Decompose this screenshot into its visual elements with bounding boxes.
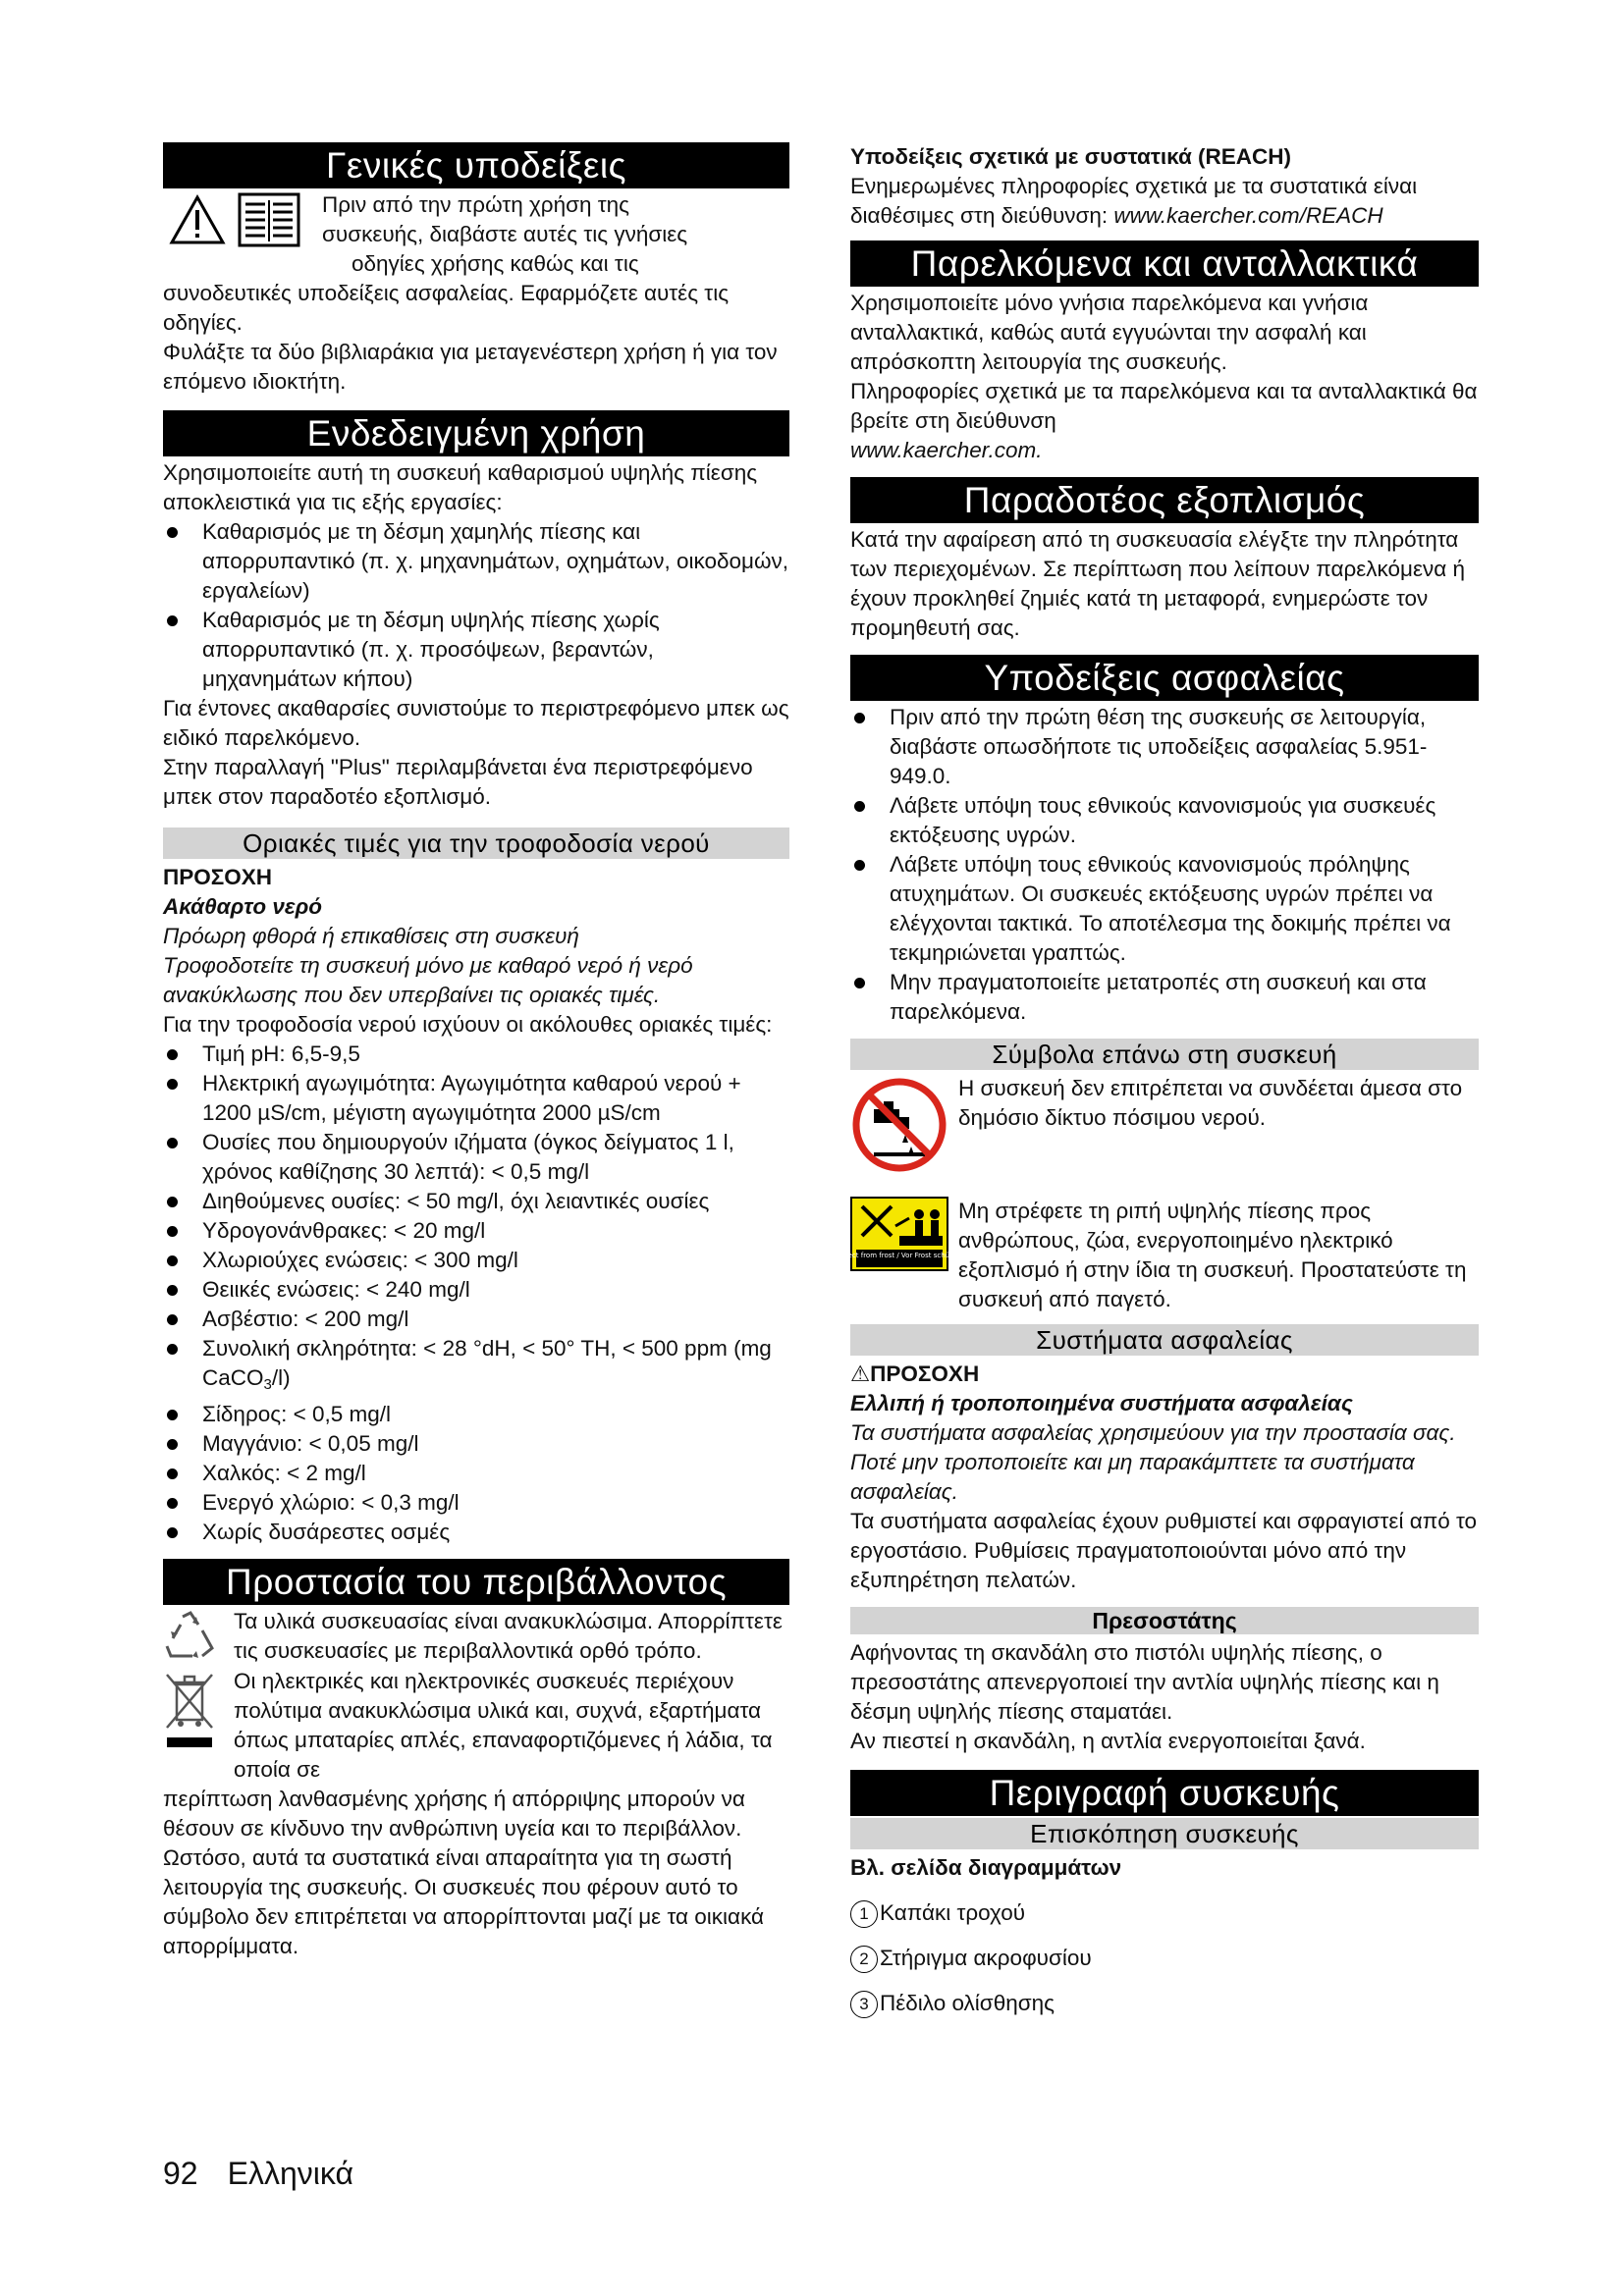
symbol-no-drinking-water [850,1074,1479,1177]
component-item: 2 Στήριγμα ακροφυσίου [850,1944,1479,1973]
symbol-high-pressure [834,1197,1479,1314]
list-item: Χαλκός: < 2 mg/l [163,1459,789,1488]
pressure-text2: Αν πιεστεί η σκανδάλη, η αντλία ενεργοποιείται ξανά. [850,1729,1366,1753]
heading-device-description: Περιγραφή συσκευής [850,1770,1479,1816]
component-item: 3 Πέδιλο ολίσθησης [850,1989,1479,2018]
reach-text: Ενημερωμένες πληροφορίες σχετικά με τα συστατικά είναι διαθέσιμες στη διεύθυνση: www.kaercher.com/REACH [850,174,1418,228]
general-intro-line2: συσκευής, διαβάστε αυτές τις γνήσιες [322,222,688,246]
list-item: Διηθούμενες ουσίες: < 50 mg/l, όχι λειαντικές ουσίες [163,1187,789,1216]
list-item: Λάβετε υπόψη τους εθνικούς κανονισμούς πρόληψης ατυχημάτων. Οι συσκευές εκτόξευσης υγρών πρέπει να ελέγχονται τακτικά. Το αποτέλεσμα της δοκιμής πρέπει να τεκμηριώνεται γραπτώς. [850,850,1479,968]
accessories-text1: Χρησιμοποιείτε μόνο γνήσια παρελκόμενα και γνήσια ανταλλακτικά, καθώς αυτά εγγυώνται την ασφαλή και απρόσκοπτη λειτουργία της συσκευής. [850,291,1369,374]
general-intro-line1: Πριν από την πρώτη χρήση της [322,192,629,217]
list-item: Χωρίς δυσάρεστες οσμές [163,1518,789,1547]
general-text2: Φυλάξτε τα δύο βιβλιαράκια για μεταγενέστερη χρήση ή για τον επόμενο ιδιοκτήτη. [163,340,778,394]
devices-warning2: Ποτέ μην τροποποιείτε και μη παρακάμπτετε τα συστήματα ασφαλείας. [850,1450,1415,1504]
caution-triangle-icon: ⚠ [850,1362,871,1386]
env-text2-intro: Οι ηλεκτρικές και ηλεκτρονικές συσκευές περιέχουν πολύτιμα ανακυκλώσιμα υλικά και, συχνά, εξαρτήματα όπως μπαταρίες απλές, επαναφορτιζόμενες ή λάδια, τα οποία σε [234,1669,773,1782]
heading-water-limits: Οριακές τιμές για την τροφοδοσία νερού [163,828,789,859]
devices-text: Τα συστήματα ασφαλείας έχουν ρυθμιστεί και σφραγιστεί από το εργοστάσιο. Ρυθμίσεις πραγματοποιούνται μόνο από την εξυπηρέτηση πελατών. [850,1509,1478,1592]
list-item: Υδρογονάνθρακες: < 20 mg/l [163,1216,789,1246]
safety-bullet-list [850,703,1479,1027]
list-item: Σίδηρος: < 0,5 mg/l [163,1400,789,1429]
list-item: Λάβετε υπόψη τους εθνικούς κανονισμούς για συσκευές εκτόξευσης υγρών. [850,791,1479,850]
crossed-bin-icon [163,1671,234,1758]
list-item: Χλωριούχες ενώσεις: < 300 mg/l [163,1246,789,1275]
list-item: Θειικές ενώσεις: < 240 mg/l [163,1275,789,1305]
heading-safety-instructions: Υποδείξεις ασφαλείας [850,655,1479,701]
water-text: Για την τροφοδοσία νερού ισχύουν οι ακόλουθες οριακές τιμές: [163,1012,773,1037]
heading-pressure-switch: Πρεσοστάτης [850,1607,1479,1634]
heading-accessories: Παρελκόμενα και ανταλλακτικά [850,240,1479,287]
list-item: Συνολική σκληρότητα: < 28 °dH, < 50° TH, < 500 ppm (mg CaCO$_3$/l) [163,1334,789,1400]
water-warning2: Τροφοδοτείτε τη συσκευή μόνο με καθαρό νερό ή νερό ανακύκλωσης που δεν υπερβαίνει τις οριακές τιμές. [163,953,693,1007]
list-item: Ηλεκτρική αγωγιμότητα: Αγωγιμότητα καθαρού νερού + 1200 µS/cm, μέγιστη αγωγιμότητα 2000 µS/cm [163,1069,789,1128]
water-warning1: Πρόωρη φθορά ή επικαθίσεις στη συσκευή [163,924,579,948]
water-limits-list [163,1040,789,1547]
water-caution-label: ΠΡΟΣΟΧΗ [163,865,273,889]
page-footer [163,2156,383,2192]
heading-scope-of-delivery: Παραδοτέος εξοπλισμός [850,477,1479,523]
heading-safety-devices: Συστήματα ασφαλείας [850,1324,1479,1356]
pressure-text1: Αφήνοντας τη σκανδάλη στο πιστόλι υψηλής πίεσης, ο πρεσοστάτης απενεργοποιεί την αντλία υψηλής πίεσης και η δέσμη υψηλής πίεσης σταματάει. [850,1640,1439,1724]
general-intro-line3: οδηγίες χρήσης καθώς και τις [352,251,639,276]
env-text2-rest: περίπτωση λανθασμένης χρήσης ή απόρριψης μπορούν να θέσουν σε κίνδυνο την ανθρώπινη υγεία και το περιβάλλον. Ωστόσο, αυτά τα συστατικά είναι απαραίτητα για τη σωστή λειτουργία της συσκευής. Οι συσκευές που φέρουν αυτό το σύμβολο δεν επιτρέπεται να απορρίπτονται μαζί με τα οικιακά απορρίμματα. [163,1787,765,1958]
list-item: Τιμή pH: 6,5-9,5 [163,1040,789,1069]
accessories-link[interactable]: www.kaercher.com. [850,438,1043,462]
heading-device-overview: Επισκόπηση συσκευής [850,1818,1479,1849]
heading-general-notes: Γενικές υποδείξεις [163,142,789,188]
intended-bullet-list [163,517,789,694]
general-text1: συνοδευτικές υποδείξεις ασφαλείας. Εφαρμόζετε αυτές τις οδηγίες. [163,281,730,335]
heading-intended-use: Ενδεδειγμένη χρήση [163,410,789,456]
accessories-text2: Πληροφορίες σχετικά με τα παρελκόμενα και τα ανταλλακτικά θα βρείτε στη διεύθυνση [850,379,1478,433]
read-manual-icon [238,192,306,252]
list-item: Μην πραγματοποιείτε μετατροπές στη συσκευή και στα παρελκόμενα. [850,968,1479,1027]
reach-heading: Υποδείξεις σχετικά με συστατικά (REACH) [850,144,1292,169]
intended-text2: Για έντονες ακαθαρσίες συνιστούμε το περιστρεφόμενο μπεκ ως ειδικό παρελκόμενο. [163,696,789,750]
right-column [834,142,1479,2018]
heading-environment: Προστασία του περιβάλλοντος [163,1559,789,1605]
component-item: 1 Καπάκι τροχού [850,1898,1479,1928]
list-item: Ουσίες που δημιουργούν ιζήματα (όγκος δείγματος 1 l, χρόνος καθίζησης 30 λεπτά): < 0,5 mg/l [163,1128,789,1187]
env-weee [163,1667,789,1785]
high-pressure-warning-icon [834,1197,965,1276]
general-intro [163,190,789,279]
water-hazard: Ακάθαρτο νερό [163,894,323,919]
frost-label: Protect from frost / Vor Frost schützen [834,1252,965,1259]
warning-triangle-icon [169,194,228,250]
heading-device-symbols: Σύμβολα επάνω στη συσκευή [850,1039,1479,1070]
symbol1-text: Η συσκευή δεν επιτρέπεται να συνδέεται άμεσα στο δημόσιο δίκτυο πόσιμου νερού. [958,1076,1463,1130]
devices-hazard: Ελλιπή ή τροποποιημένα συστήματα ασφαλείας [850,1391,1353,1415]
env-packaging [163,1607,789,1667]
left-column [163,142,789,1961]
page-number: 92 [163,2156,198,2191]
devices-caution: ⚠ΠΡΟΣΟΧΗ [850,1362,980,1386]
recycling-icon [163,1611,234,1667]
list-item: Καθαρισμός με τη δέσμη υψηλής πίεσης χωρίς απορρυπαντικό (π. χ. προσόψεων, βεραντών, μηχανημάτων κήπου) [163,606,789,694]
list-item: Ασβέστιο: < 200 mg/l [163,1305,789,1334]
devices-warning1: Τα συστήματα ασφαλείας χρησιμεύουν για την προστασία σας. [850,1420,1456,1445]
symbol2-text: Μη στρέφετε τη ριπή υψηλής πίεσης προς ανθρώπους, ζώα, ενεργοποιημένο ηλεκτρικό εξοπλισμό ή στην ίδια τη συσκευή. Προστατεύστε τη συσκευή από παγετό. [958,1199,1467,1311]
intended-text1: Χρησιμοποιείτε αυτή τη συσκευή καθαρισμού υψηλής πίεσης αποκλειστικά για τις εξής εργασίες: [163,460,758,514]
see-diagram-page: Βλ. σελίδα διαγραμμάτων [850,1855,1122,1880]
env-text1: Τα υλικά συσκευασίας είναι ανακυκλώσιμα. Απορρίπτετε τις συσκευασίες με περιβαλλοντικά ορθό τρόπο. [234,1609,783,1663]
intended-text3: Στην παραλλαγή "Plus" περιλαμβάνεται ένα περιστρεφόμενο μπεκ στον παραδοτέο εξοπλισμό. [163,755,753,809]
list-item: Καθαρισμός με τη δέσμη χαμηλής πίεσης και απορρυπαντικό (π. χ. μηχανημάτων, οχημάτων, οικοδομών, εργαλείων) [163,517,789,606]
list-item: Μαγγάνιο: < 0,05 mg/l [163,1429,789,1459]
reach-link[interactable]: www.kaercher.com/REACH [1113,203,1383,228]
list-item: Ενεργό χλώριο: < 0,3 mg/l [163,1488,789,1518]
page-language: Ελληνικά [227,2156,353,2191]
list-item: Πριν από την πρώτη θέση της συσκευής σε λειτουργία, διαβάστε οπωσδήποτε τις υποδείξεις ασφαλείας 5.951-949.0. [850,703,1479,791]
scope-text: Κατά την αφαίρεση από τη συσκευασία ελέγξτε την πληρότητα των περιεχομένων. Σε περίπτωση που λείπουν παρελκόμενα ή έχουν προκληθεί ζημιές κατά τη μεταφορά, ενημερώστε τον προμηθευτή σας. [850,527,1466,640]
no-drinking-water-icon [850,1074,958,1177]
